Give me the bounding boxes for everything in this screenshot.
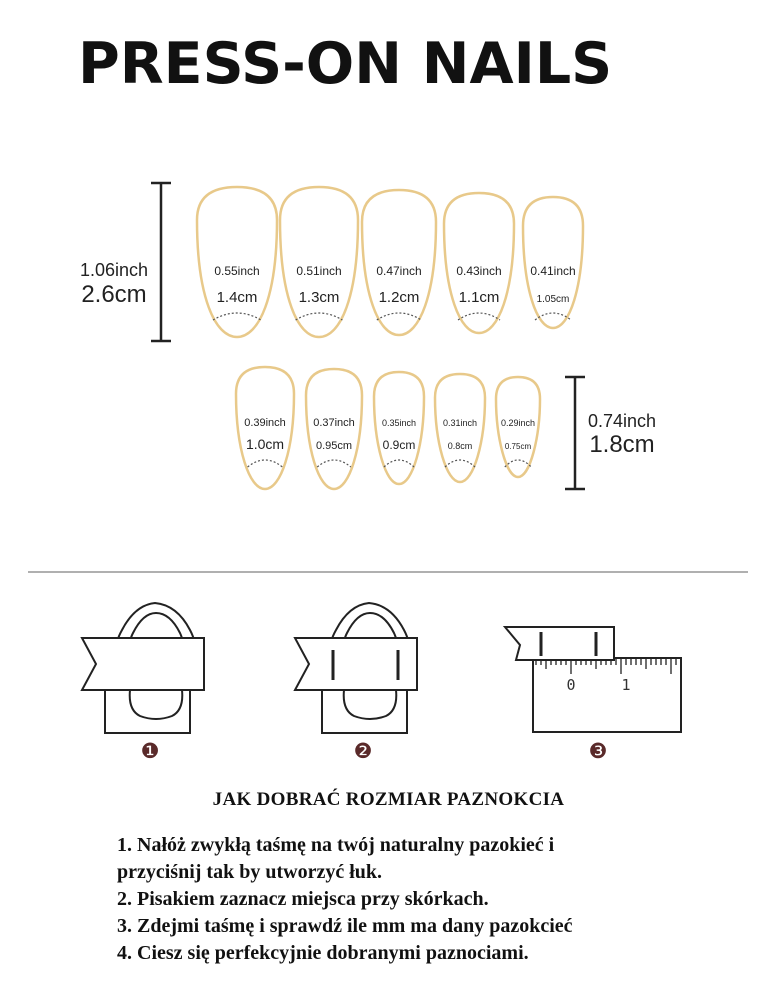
top-row-nail-4-width-cm: 1.1cm: [458, 289, 500, 306]
top-row-nail-2-width-inch: 0.51inch: [296, 264, 342, 278]
step-3-illustration: [505, 627, 681, 732]
ruler: [533, 658, 681, 732]
bottom-row-nail-3-width-cm: 0.9cm: [382, 438, 416, 452]
section-divider: [28, 571, 748, 573]
bottom-row-nail-5-width-cm: 0.75cm: [504, 442, 532, 451]
step-2-number: ❷: [353, 739, 373, 763]
top-row-cuticle-line-2: [296, 313, 343, 320]
bottom-row-cuticle-line-5: [505, 460, 531, 467]
bottom-row-nail-4-width-cm: 0.8cm: [447, 441, 473, 451]
top-row-nail-2: [280, 187, 358, 337]
top-length-cm: 2.6cm: [81, 281, 147, 308]
bottom-length-cm: 1.8cm: [589, 431, 655, 458]
top-row-nail-1: [197, 187, 277, 337]
page-title: PRESS-ON NAILS: [78, 31, 613, 97]
top-row-cuticle-line-1: [213, 313, 261, 320]
top-row-nail-5-width-cm: 1.05cm: [536, 294, 570, 305]
bottom-row-cuticle-line-4: [445, 460, 475, 467]
nail-outlines: [197, 187, 583, 489]
bottom-row-nail-3: [374, 372, 424, 484]
bottom-row-nail-4-width-inch: 0.31inch: [442, 418, 478, 428]
top-row-nail-3-width-cm: 1.2cm: [378, 289, 420, 306]
bottom-length-inch: 0.74inch: [587, 411, 657, 431]
top-row-nail-5-width-inch: 0.41inch: [530, 264, 576, 278]
bottom-row-cuticle-line-2: [317, 460, 351, 467]
instruction-step-2: 2. Pisakiem zaznacz miejsca przy skórkach.: [117, 888, 489, 910]
top-length-measure: [151, 183, 171, 341]
instruction-step-1-line-1: 1. Nałóż zwykłą taśmę na twój naturalny pazokieć i: [117, 834, 555, 856]
top-row-nail-2-width-cm: 1.3cm: [298, 289, 340, 306]
bottom-row-nail-2-width-cm: 0.95cm: [315, 440, 353, 452]
instructions-list: [117, 832, 573, 967]
bottom-length-measure: [565, 377, 585, 489]
top-row-nail-1-width-inch: 0.55inch: [214, 264, 260, 278]
step-1-number: ❶: [140, 739, 160, 763]
measuring-steps-illustration: [0, 590, 777, 775]
top-row-nail-4: [444, 193, 514, 333]
ruler-label-1: 1: [621, 676, 631, 694]
top-length-inch: 1.06inch: [79, 260, 149, 280]
top-row-nail-3: [362, 190, 436, 335]
ruler-label-0: 0: [566, 676, 576, 694]
instruction-step-4: 4. Ciesz się perfekcyjnie dobranymi paznociami.: [117, 942, 529, 964]
bottom-row-nail-3-width-inch: 0.35inch: [381, 418, 417, 428]
bottom-row-nail-1-width-inch: 0.39inch: [244, 417, 286, 429]
bottom-row-nail-4: [435, 374, 485, 482]
bottom-row-cuticle-line-3: [384, 460, 414, 467]
step-2-illustration: [295, 603, 417, 733]
bottom-row-nail-1-width-cm: 1.0cm: [245, 436, 285, 452]
bottom-row-nail-2: [306, 369, 362, 489]
bottom-row-cuticle-line-1: [248, 460, 283, 467]
instruction-step-1-line-2: przyciśnij tak by utworzyć łuk.: [117, 861, 382, 883]
step-1-illustration: [82, 603, 204, 733]
top-row-nail-4-width-inch: 0.43inch: [456, 264, 502, 278]
bottom-row-nail-2-width-inch: 0.37inch: [313, 417, 355, 429]
step-3-number: ❸: [588, 739, 608, 763]
top-row-nail-1-width-cm: 1.4cm: [216, 289, 258, 306]
instruction-step-1: [117, 832, 573, 886]
top-row-cuticle-line-4: [458, 313, 500, 320]
top-row-nail-3-width-inch: 0.47inch: [376, 264, 422, 278]
bottom-row-nail-5-width-inch: 0.29inch: [500, 418, 536, 428]
instructions-heading: JAK DOBRAĆ ROZMIAR PAZNOKCIA: [212, 789, 565, 810]
instruction-step-3: 3. Zdejmi taśmę i sprawdź ile mm ma dany pazokcieć: [117, 915, 573, 937]
top-row-cuticle-line-3: [377, 313, 421, 320]
top-row-nail-5: [523, 197, 583, 328]
